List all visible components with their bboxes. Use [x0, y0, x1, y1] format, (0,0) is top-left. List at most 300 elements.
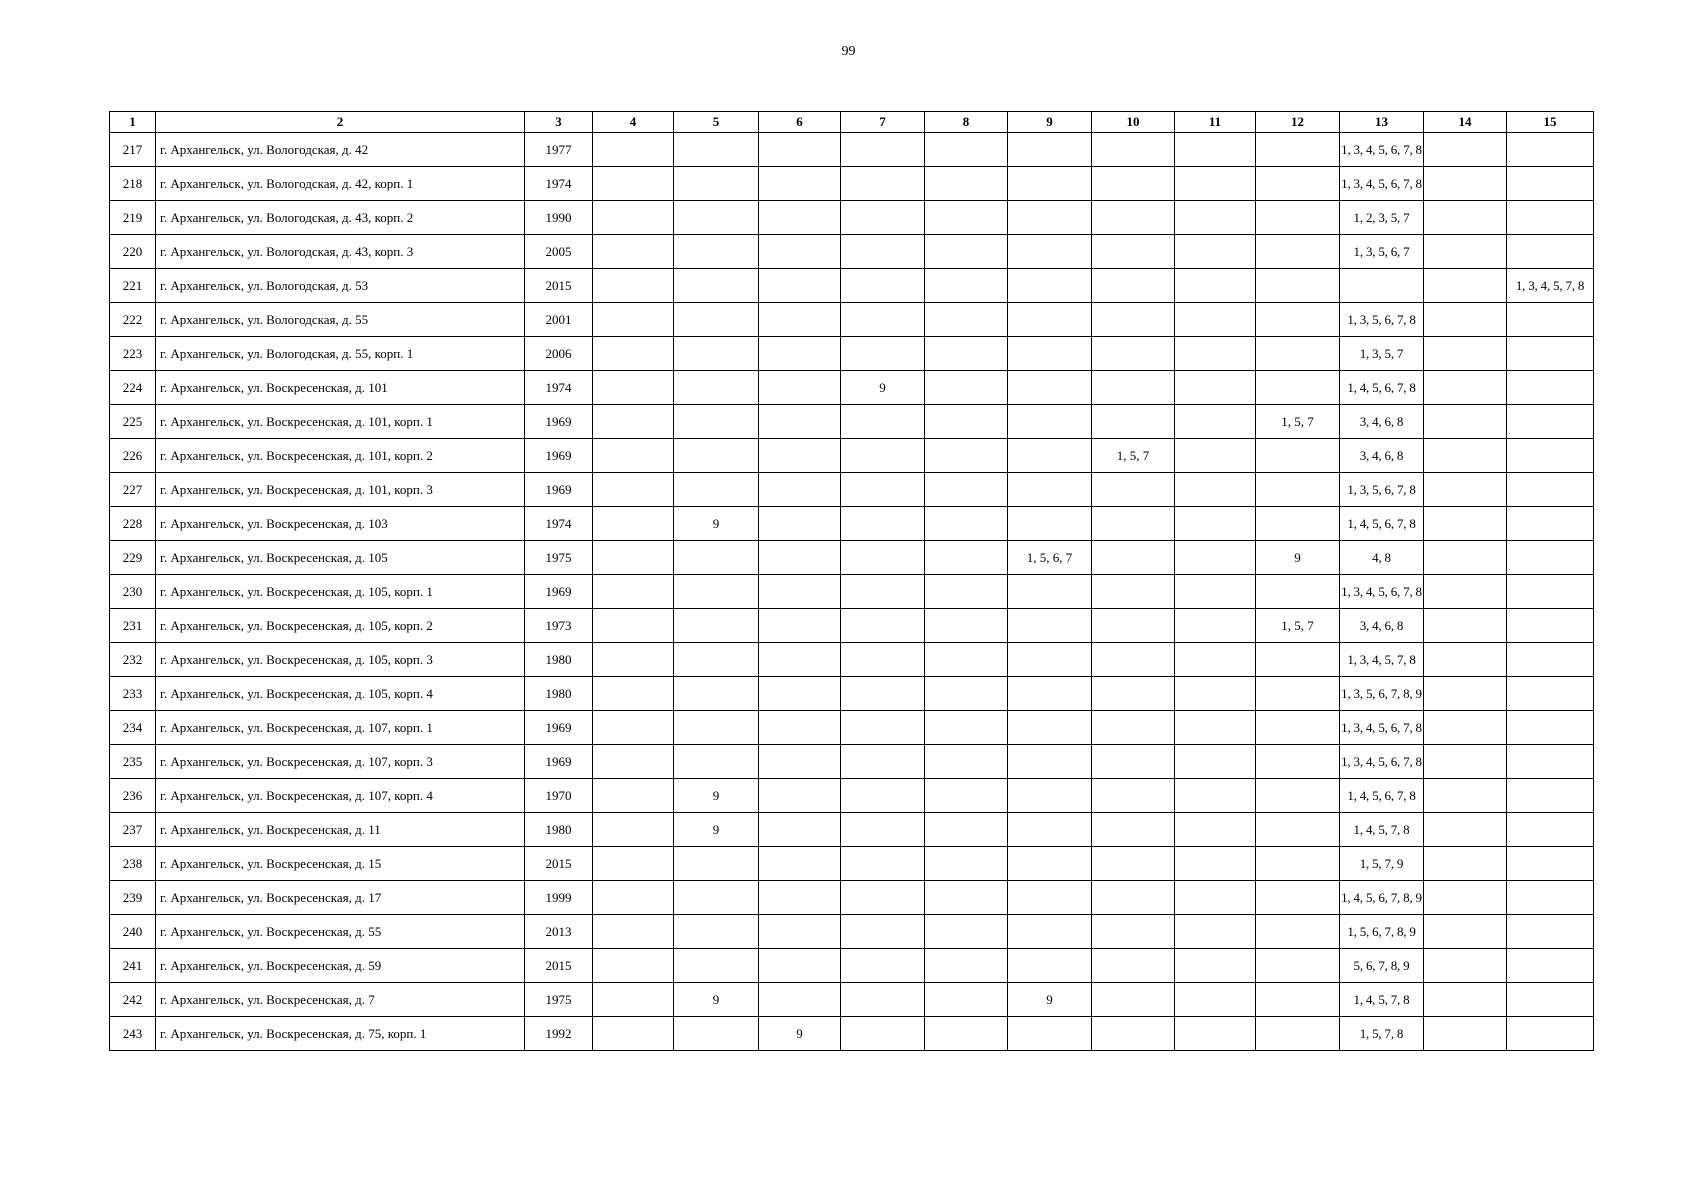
- table-cell-col-9: [1008, 745, 1092, 779]
- table-cell-col-14: [1424, 167, 1507, 201]
- table-cell-col-8: [925, 541, 1008, 575]
- table-cell-col-2: г. Архангельск, ул. Вологодская, д. 42: [156, 133, 525, 167]
- table-cell-col-8: [925, 643, 1008, 677]
- table-body: [110, 133, 1594, 1051]
- col-header: 10: [1092, 112, 1175, 133]
- table-cell-col-13: 1, 3, 4, 5, 6, 7, 8: [1340, 167, 1424, 201]
- table-cell-col-13: 1, 3, 5, 6, 7, 8, 9: [1340, 677, 1424, 711]
- table-cell-col-14: [1424, 677, 1507, 711]
- table-cell-col-14: [1424, 847, 1507, 881]
- table-cell-col-10: [1092, 371, 1175, 405]
- table-cell-col-5: [674, 303, 759, 337]
- table-cell-col-11: [1175, 847, 1256, 881]
- table-cell-col-6: [759, 439, 841, 473]
- table-cell-col-14: [1424, 473, 1507, 507]
- table-cell-col-15: [1507, 881, 1594, 915]
- table-cell-col-9: [1008, 507, 1092, 541]
- table-row: [110, 711, 1594, 745]
- table-cell-col-1: 236: [110, 779, 156, 813]
- table-cell-col-3: 1990: [525, 201, 593, 235]
- table-cell-col-1: 228: [110, 507, 156, 541]
- table-cell-col-13: 1, 4, 5, 6, 7, 8, 9: [1340, 881, 1424, 915]
- table-cell-col-7: [841, 677, 925, 711]
- page-number: 99: [841, 44, 856, 59]
- table-cell-col-6: [759, 133, 841, 167]
- table-cell-col-2: г. Архангельск, ул. Вологодская, д. 55: [156, 303, 525, 337]
- table-cell-col-12: [1256, 915, 1340, 949]
- table-cell-col-15: [1507, 779, 1594, 813]
- table-cell-col-11: [1175, 235, 1256, 269]
- table-cell-col-6: [759, 473, 841, 507]
- table-cell-col-14: [1424, 711, 1507, 745]
- table-cell-col-11: [1175, 949, 1256, 983]
- table-row: [110, 609, 1594, 643]
- table-cell-col-4: [593, 983, 674, 1017]
- table-cell-col-8: [925, 983, 1008, 1017]
- header-row: [110, 112, 1594, 133]
- table-cell-col-4: [593, 847, 674, 881]
- table-cell-col-4: [593, 609, 674, 643]
- table-cell-col-3: 1999: [525, 881, 593, 915]
- col-header: 3: [525, 112, 593, 133]
- table-cell-col-4: [593, 303, 674, 337]
- table-cell-col-7: [841, 575, 925, 609]
- table-cell-col-2: г. Архангельск, ул. Воскресенская, д. 17: [156, 881, 525, 915]
- table-cell-col-14: [1424, 881, 1507, 915]
- table-cell-col-9: [1008, 371, 1092, 405]
- table-cell-col-13: 1, 4, 5, 6, 7, 8: [1340, 371, 1424, 405]
- table-row: [110, 745, 1594, 779]
- table-cell-col-6: [759, 235, 841, 269]
- table-cell-col-5: [674, 643, 759, 677]
- table-cell-col-11: [1175, 371, 1256, 405]
- table-cell-col-5: [674, 745, 759, 779]
- col-header: 13: [1340, 112, 1424, 133]
- table-cell-col-5: [674, 949, 759, 983]
- table-cell-col-6: [759, 201, 841, 235]
- table-cell-col-13: 1, 3, 5, 6, 7, 8: [1340, 473, 1424, 507]
- table-cell-col-14: [1424, 609, 1507, 643]
- table-cell-col-7: [841, 643, 925, 677]
- table-cell-col-11: [1175, 745, 1256, 779]
- table-cell-col-4: [593, 337, 674, 371]
- table-cell-col-14: [1424, 303, 1507, 337]
- table-cell-col-8: [925, 847, 1008, 881]
- table-cell-col-5: [674, 371, 759, 405]
- table-cell-col-8: [925, 507, 1008, 541]
- table-cell-col-1: 225: [110, 405, 156, 439]
- table-cell-col-8: [925, 575, 1008, 609]
- table-cell-col-2: г. Архангельск, ул. Воскресенская, д. 107, корп. 1: [156, 711, 525, 745]
- col-header: 11: [1175, 112, 1256, 133]
- table-cell-col-8: [925, 405, 1008, 439]
- col-header: 9: [1008, 112, 1092, 133]
- col-header: 14: [1424, 112, 1507, 133]
- table-cell-col-11: [1175, 609, 1256, 643]
- table-cell-col-7: [841, 779, 925, 813]
- table-cell-col-5: [674, 201, 759, 235]
- table-cell-col-10: [1092, 779, 1175, 813]
- table-cell-col-6: [759, 745, 841, 779]
- table-cell-col-15: [1507, 235, 1594, 269]
- table-row: [110, 269, 1594, 303]
- table-cell-col-6: [759, 779, 841, 813]
- table-cell-col-3: 2015: [525, 949, 593, 983]
- table-cell-col-2: г. Архангельск, ул. Воскресенская, д. 105, корп. 3: [156, 643, 525, 677]
- table-cell-col-5: 9: [674, 813, 759, 847]
- table-cell-col-3: 1980: [525, 643, 593, 677]
- table-cell-col-1: 217: [110, 133, 156, 167]
- table-cell-col-8: [925, 371, 1008, 405]
- table-cell-col-9: [1008, 847, 1092, 881]
- table-cell-col-4: [593, 881, 674, 915]
- table-cell-col-15: [1507, 201, 1594, 235]
- table-cell-col-13: 1, 3, 4, 5, 7, 8: [1340, 643, 1424, 677]
- table-cell-col-2: г. Архангельск, ул. Вологодская, д. 55, корп. 1: [156, 337, 525, 371]
- table-cell-col-1: 221: [110, 269, 156, 303]
- table-cell-col-7: [841, 813, 925, 847]
- table-cell-col-12: [1256, 677, 1340, 711]
- table-cell-col-8: [925, 167, 1008, 201]
- table-cell-col-6: [759, 711, 841, 745]
- table-cell-col-6: [759, 847, 841, 881]
- table-cell-col-3: 1980: [525, 677, 593, 711]
- table-cell-col-3: 1974: [525, 371, 593, 405]
- table-cell-col-10: [1092, 201, 1175, 235]
- col-header: 5: [674, 112, 759, 133]
- table-row: [110, 949, 1594, 983]
- table-cell-col-7: [841, 881, 925, 915]
- table-cell-col-7: [841, 133, 925, 167]
- table-cell-col-15: [1507, 711, 1594, 745]
- table-cell-col-2: г. Архангельск, ул. Воскресенская, д. 105, корп. 1: [156, 575, 525, 609]
- table-cell-col-4: [593, 813, 674, 847]
- table-cell-col-7: [841, 201, 925, 235]
- table-cell-col-14: [1424, 983, 1507, 1017]
- table-cell-col-14: [1424, 201, 1507, 235]
- table-cell-col-11: [1175, 677, 1256, 711]
- table-cell-col-12: [1256, 303, 1340, 337]
- table-cell-col-1: 227: [110, 473, 156, 507]
- table-cell-col-7: [841, 473, 925, 507]
- table-cell-col-5: [674, 677, 759, 711]
- table-cell-col-9: [1008, 949, 1092, 983]
- col-header: 1: [110, 112, 156, 133]
- table-cell-col-8: [925, 949, 1008, 983]
- table-cell-col-9: [1008, 167, 1092, 201]
- table-cell-col-5: [674, 1017, 759, 1051]
- col-header: 7: [841, 112, 925, 133]
- table-cell-col-4: [593, 201, 674, 235]
- table-cell-col-3: 2005: [525, 235, 593, 269]
- table-cell-col-3: 1974: [525, 167, 593, 201]
- table-cell-col-9: 1, 5, 6, 7: [1008, 541, 1092, 575]
- table-cell-col-15: [1507, 371, 1594, 405]
- table-cell-col-15: 1, 3, 4, 5, 7, 8: [1507, 269, 1594, 303]
- table-cell-col-7: [841, 1017, 925, 1051]
- table-cell-col-14: [1424, 779, 1507, 813]
- table-cell-col-8: [925, 1017, 1008, 1051]
- table-cell-col-4: [593, 439, 674, 473]
- table-cell-col-3: 1969: [525, 473, 593, 507]
- table-cell-col-1: 218: [110, 167, 156, 201]
- table-cell-col-4: [593, 643, 674, 677]
- table-cell-col-10: [1092, 677, 1175, 711]
- table-cell-col-6: [759, 983, 841, 1017]
- table-cell-col-12: [1256, 711, 1340, 745]
- col-header: 12: [1256, 112, 1340, 133]
- table-cell-col-12: [1256, 439, 1340, 473]
- table-cell-col-4: [593, 677, 674, 711]
- table-cell-col-2: г. Архангельск, ул. Воскресенская, д. 101, корп. 1: [156, 405, 525, 439]
- table-cell-col-4: [593, 507, 674, 541]
- table-cell-col-12: [1256, 507, 1340, 541]
- table-cell-col-9: [1008, 813, 1092, 847]
- table-cell-col-4: [593, 541, 674, 575]
- table-cell-col-8: [925, 439, 1008, 473]
- table-cell-col-5: [674, 269, 759, 303]
- table-cell-col-2: г. Архангельск, ул. Воскресенская, д. 105, корп. 4: [156, 677, 525, 711]
- table-cell-col-7: [841, 303, 925, 337]
- table-cell-col-11: [1175, 133, 1256, 167]
- table-cell-col-5: [674, 133, 759, 167]
- table-cell-col-11: [1175, 541, 1256, 575]
- table-cell-col-2: г. Архангельск, ул. Воскресенская, д. 103: [156, 507, 525, 541]
- table-cell-col-10: 1, 5, 7: [1092, 439, 1175, 473]
- table-cell-col-7: [841, 269, 925, 303]
- table-cell-col-10: [1092, 405, 1175, 439]
- table-cell-col-3: 2015: [525, 269, 593, 303]
- table-cell-col-13: 1, 3, 5, 6, 7, 8: [1340, 303, 1424, 337]
- table-cell-col-15: [1507, 643, 1594, 677]
- table-cell-col-15: [1507, 609, 1594, 643]
- table-cell-col-6: [759, 405, 841, 439]
- table-cell-col-1: 230: [110, 575, 156, 609]
- table-cell-col-13: 1, 4, 5, 6, 7, 8: [1340, 779, 1424, 813]
- table-cell-col-4: [593, 575, 674, 609]
- table-cell-col-1: 233: [110, 677, 156, 711]
- table-cell-col-8: [925, 813, 1008, 847]
- table-cell-col-14: [1424, 235, 1507, 269]
- table-cell-col-2: г. Архангельск, ул. Воскресенская, д. 101, корп. 3: [156, 473, 525, 507]
- table-cell-col-5: [674, 915, 759, 949]
- table-cell-col-2: г. Архангельск, ул. Воскресенская, д. 55: [156, 915, 525, 949]
- table-cell-col-14: [1424, 371, 1507, 405]
- table-row: [110, 507, 1594, 541]
- table-cell-col-1: 240: [110, 915, 156, 949]
- table-cell-col-7: [841, 609, 925, 643]
- table-row: [110, 201, 1594, 235]
- table-cell-col-11: [1175, 711, 1256, 745]
- table-cell-col-3: 1980: [525, 813, 593, 847]
- table-cell-col-13: 4, 8: [1340, 541, 1424, 575]
- table-cell-col-9: [1008, 405, 1092, 439]
- table-cell-col-4: [593, 133, 674, 167]
- table-row: [110, 813, 1594, 847]
- table-cell-col-13: 3, 4, 6, 8: [1340, 609, 1424, 643]
- table-cell-col-4: [593, 269, 674, 303]
- table-cell-col-7: [841, 337, 925, 371]
- table-cell-col-13: 1, 3, 5, 6, 7: [1340, 235, 1424, 269]
- table-cell-col-1: 232: [110, 643, 156, 677]
- table-cell-col-8: [925, 201, 1008, 235]
- table-cell-col-5: [674, 473, 759, 507]
- table-cell-col-14: [1424, 813, 1507, 847]
- table-cell-col-4: [593, 1017, 674, 1051]
- table-cell-col-13: 1, 5, 6, 7, 8, 9: [1340, 915, 1424, 949]
- table-cell-col-12: [1256, 575, 1340, 609]
- table-cell-col-12: [1256, 201, 1340, 235]
- table-cell-col-8: [925, 711, 1008, 745]
- table-cell-col-4: [593, 235, 674, 269]
- table-cell-col-9: [1008, 235, 1092, 269]
- table-cell-col-3: 1975: [525, 983, 593, 1017]
- table-cell-col-7: [841, 745, 925, 779]
- table-cell-col-11: [1175, 337, 1256, 371]
- table-cell-col-13: [1340, 269, 1424, 303]
- table-cell-col-14: [1424, 269, 1507, 303]
- table-cell-col-12: 1, 5, 7: [1256, 609, 1340, 643]
- col-header: 15: [1507, 112, 1594, 133]
- table-cell-col-6: [759, 915, 841, 949]
- table-row: [110, 575, 1594, 609]
- table-row: [110, 881, 1594, 915]
- table-cell-col-6: [759, 507, 841, 541]
- table-cell-col-12: [1256, 983, 1340, 1017]
- table-cell-col-15: [1507, 133, 1594, 167]
- table-cell-col-7: [841, 439, 925, 473]
- table-cell-col-9: [1008, 609, 1092, 643]
- table-cell-col-15: [1507, 473, 1594, 507]
- table-cell-col-14: [1424, 915, 1507, 949]
- table-cell-col-4: [593, 779, 674, 813]
- table-cell-col-10: [1092, 541, 1175, 575]
- table-cell-col-15: [1507, 813, 1594, 847]
- table-cell-col-6: [759, 677, 841, 711]
- table-cell-col-10: [1092, 167, 1175, 201]
- table-cell-col-10: [1092, 133, 1175, 167]
- table-cell-col-6: [759, 269, 841, 303]
- table-cell-col-1: 226: [110, 439, 156, 473]
- table-cell-col-8: [925, 303, 1008, 337]
- table-cell-col-15: [1507, 915, 1594, 949]
- table-cell-col-6: [759, 541, 841, 575]
- table-cell-col-12: 1, 5, 7: [1256, 405, 1340, 439]
- table-cell-col-9: [1008, 915, 1092, 949]
- table-cell-col-3: 1969: [525, 439, 593, 473]
- table-cell-col-9: [1008, 711, 1092, 745]
- table-cell-col-8: [925, 779, 1008, 813]
- table-cell-col-8: [925, 609, 1008, 643]
- table-cell-col-6: [759, 609, 841, 643]
- table-cell-col-3: 1970: [525, 779, 593, 813]
- table-cell-col-10: [1092, 915, 1175, 949]
- table-cell-col-15: [1507, 507, 1594, 541]
- table-cell-col-13: 3, 4, 6, 8: [1340, 405, 1424, 439]
- table-cell-col-12: [1256, 643, 1340, 677]
- table-cell-col-8: [925, 915, 1008, 949]
- table-cell-col-14: [1424, 439, 1507, 473]
- table-cell-col-10: [1092, 745, 1175, 779]
- table-cell-col-5: 9: [674, 507, 759, 541]
- table-row: [110, 1017, 1594, 1051]
- table-cell-col-6: [759, 167, 841, 201]
- table-cell-col-6: [759, 371, 841, 405]
- table-cell-col-14: [1424, 1017, 1507, 1051]
- table-cell-col-14: [1424, 745, 1507, 779]
- table-cell-col-3: 1969: [525, 745, 593, 779]
- table-cell-col-7: [841, 915, 925, 949]
- table-cell-col-11: [1175, 643, 1256, 677]
- table-cell-col-14: [1424, 541, 1507, 575]
- table-cell-col-2: г. Архангельск, ул. Воскресенская, д. 75, корп. 1: [156, 1017, 525, 1051]
- table-cell-col-8: [925, 133, 1008, 167]
- table-cell-col-12: [1256, 371, 1340, 405]
- table-cell-col-8: [925, 235, 1008, 269]
- table-cell-col-10: [1092, 507, 1175, 541]
- table-cell-col-5: [674, 881, 759, 915]
- table-cell-col-13: 5, 6, 7, 8, 9: [1340, 949, 1424, 983]
- table-cell-col-2: г. Архангельск, ул. Воскресенская, д. 101: [156, 371, 525, 405]
- table-cell-col-15: [1507, 1017, 1594, 1051]
- table-cell-col-3: 1975: [525, 541, 593, 575]
- table-row: [110, 847, 1594, 881]
- table-cell-col-7: [841, 711, 925, 745]
- table-cell-col-4: [593, 167, 674, 201]
- table-cell-col-14: [1424, 405, 1507, 439]
- table-cell-col-4: [593, 711, 674, 745]
- table-cell-col-11: [1175, 915, 1256, 949]
- table-cell-col-4: [593, 745, 674, 779]
- table-cell-col-1: 222: [110, 303, 156, 337]
- table-cell-col-3: 1973: [525, 609, 593, 643]
- table-row: [110, 405, 1594, 439]
- table-row: [110, 439, 1594, 473]
- table-cell-col-1: 223: [110, 337, 156, 371]
- table-cell-col-14: [1424, 133, 1507, 167]
- table-cell-col-10: [1092, 711, 1175, 745]
- table-cell-col-5: [674, 235, 759, 269]
- table-cell-col-10: [1092, 813, 1175, 847]
- table-cell-col-9: [1008, 643, 1092, 677]
- table-cell-col-10: [1092, 575, 1175, 609]
- table-cell-col-15: [1507, 949, 1594, 983]
- table-cell-col-1: 219: [110, 201, 156, 235]
- table-cell-col-2: г. Архангельск, ул. Воскресенская, д. 107, корп. 3: [156, 745, 525, 779]
- table-cell-col-7: 9: [841, 371, 925, 405]
- table-cell-col-13: 1, 3, 5, 7: [1340, 337, 1424, 371]
- table-cell-col-13: 1, 4, 5, 6, 7, 8: [1340, 507, 1424, 541]
- table-cell-col-12: 9: [1256, 541, 1340, 575]
- table-cell-col-11: [1175, 269, 1256, 303]
- table-cell-col-2: г. Архангельск, ул. Воскресенская, д. 105: [156, 541, 525, 575]
- table-cell-col-13: 1, 2, 3, 5, 7: [1340, 201, 1424, 235]
- table-cell-col-9: [1008, 677, 1092, 711]
- table-cell-col-4: [593, 405, 674, 439]
- table-cell-col-9: [1008, 881, 1092, 915]
- table-cell-col-15: [1507, 167, 1594, 201]
- table-cell-col-12: [1256, 779, 1340, 813]
- table-cell-col-7: [841, 507, 925, 541]
- table-cell-col-5: [674, 405, 759, 439]
- table-cell-col-10: [1092, 303, 1175, 337]
- table-cell-col-15: [1507, 303, 1594, 337]
- table-cell-col-13: 1, 5, 7, 8: [1340, 1017, 1424, 1051]
- table-cell-col-3: 1969: [525, 405, 593, 439]
- table-cell-col-10: [1092, 1017, 1175, 1051]
- table-cell-col-11: [1175, 405, 1256, 439]
- table-cell-col-2: г. Архангельск, ул. Воскресенская, д. 105, корп. 2: [156, 609, 525, 643]
